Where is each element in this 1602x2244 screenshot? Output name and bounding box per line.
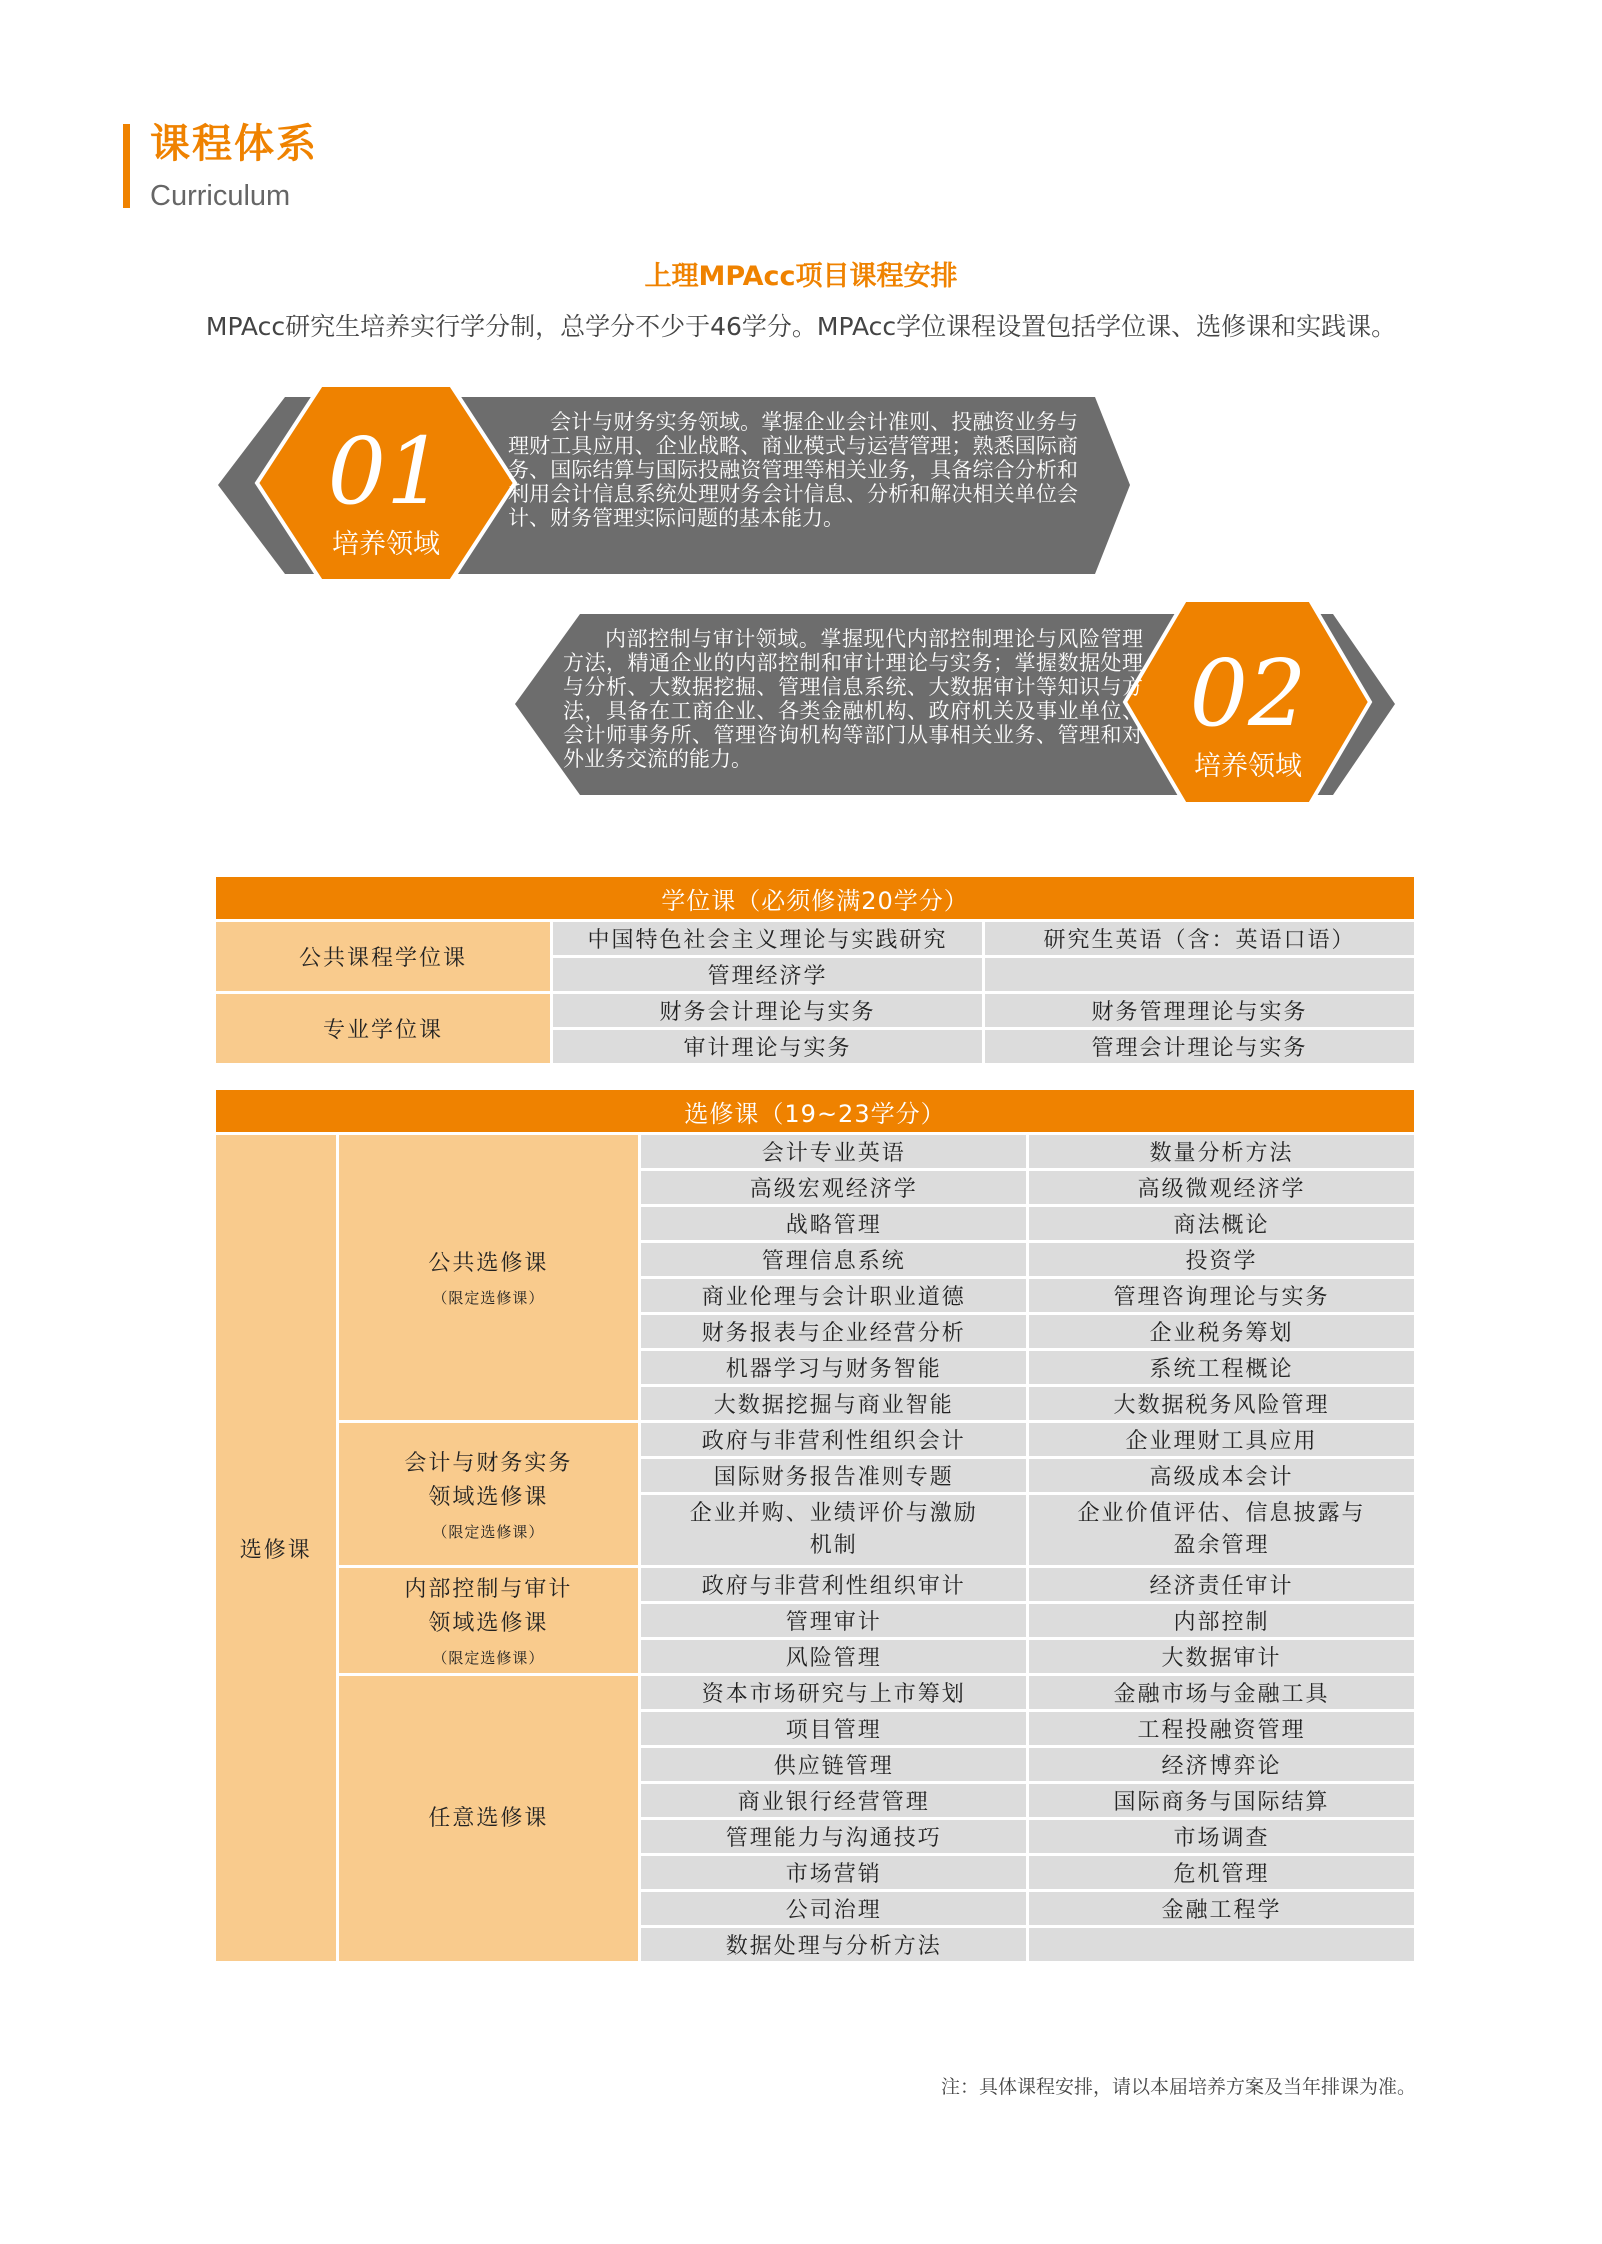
course-cell: 内部控制 — [1029, 1604, 1414, 1637]
course-cell: 商业伦理与会计职业道德 — [641, 1279, 1026, 1312]
degree-section — [216, 877, 1414, 1074]
area-2-label: 培养领域 — [1194, 751, 1302, 782]
course-cell: 市场调查 — [1029, 1820, 1414, 1853]
course-cell: 管理会计理论与实务 — [985, 1030, 1414, 1063]
course-cell: 高级微观经济学 — [1029, 1171, 1414, 1204]
course-cell: 管理经济学 — [553, 958, 982, 991]
course-cell: 政府与非营利性组织会计 — [641, 1423, 1026, 1456]
table-row — [216, 1676, 1414, 1709]
curriculum-table — [213, 874, 1417, 1077]
footnote: 注：具体课程安排，请以本届培养方案及当年排课为准。 — [940, 2076, 1416, 2098]
table-row — [216, 1568, 1414, 1601]
table-row — [216, 1423, 1414, 1456]
course-cell: 投资学 — [1029, 1243, 1414, 1276]
course-cell: 会计专业英语 — [641, 1135, 1026, 1168]
course-cell: 财务会计理论与实务 — [553, 994, 982, 1027]
degree-header: 学位课（必须修满20学分） — [216, 877, 1414, 919]
course-cell: 企业税务筹划 — [1029, 1315, 1414, 1348]
course-cell: 大数据审计 — [1029, 1640, 1414, 1673]
area-1-text: 会计与财务实务领域。掌握企业会计准则、投融资业务与理财工具应用、企业战略、商业模式与运营管理；熟悉国际商务、国际结算与国际投融资管理等相关业务，具备综合分析和利用会计信息系统处理财务会计信息、分析和解决相关单位会计、财务管理实际问题的基本能力。 — [508, 410, 1078, 530]
course-cell: 金融工程学 — [1029, 1892, 1414, 1925]
course-cell: 财务报表与企业经营分析 — [641, 1315, 1026, 1348]
course-cell: 企业价值评估、信息披露与盈余管理 — [1029, 1495, 1414, 1565]
table-row — [216, 922, 1414, 955]
course-cell: 国际财务报告准则专题 — [641, 1459, 1026, 1492]
elective-group-name — [339, 1676, 639, 1961]
course-cell: 管理能力与沟通技巧 — [641, 1820, 1026, 1853]
elective-group-label: 会计与财务实务领域选修课 — [404, 1450, 573, 1510]
course-cell: 危机管理 — [1029, 1856, 1414, 1889]
course-cell: 管理咨询理论与实务 — [1029, 1279, 1414, 1312]
table-row — [216, 994, 1414, 1027]
course-cell: 研究生英语（含：英语口语） — [985, 922, 1414, 955]
elective-group-label: 内部控制与审计领域选修课 — [404, 1577, 573, 1636]
section-subtitle: Curriculum — [150, 180, 291, 212]
area-2-text: 内部控制与审计领域。掌握现代内部控制理论与风险管理方法，精通企业的内部控制和审计理论与实务；掌握数据处理与分析、大数据挖掘、管理信息系统、大数据审计等知识与方法，具备在工商企业、各类金融机构、政府机关及事业单位、会计师事务所、管理咨询机构等部门从事相关业务、管理和对外业务交流的能力。 — [563, 627, 1143, 771]
course-cell: 政府与非营利性组织审计 — [641, 1568, 1026, 1601]
course-cell: 供应链管理 — [641, 1748, 1026, 1781]
course-cell: 工程投融资管理 — [1029, 1712, 1414, 1745]
course-cell: 企业理财工具应用 — [1029, 1423, 1414, 1456]
group-professional-degree: 专业学位课 — [216, 994, 550, 1063]
elective-group-label: 任意选修课 — [428, 1805, 549, 1831]
course-cell: 系统工程概论 — [1029, 1351, 1414, 1384]
course-cell: 经济责任审计 — [1029, 1568, 1414, 1601]
course-cell: 高级宏观经济学 — [641, 1171, 1026, 1204]
program-title: 上理MPAcc项目课程安排 — [644, 261, 958, 292]
section-title: 课程体系 — [150, 121, 318, 167]
course-cell: 项目管理 — [641, 1712, 1026, 1745]
course-cell: 经济博弈论 — [1029, 1748, 1414, 1781]
course-cell: 市场营销 — [641, 1856, 1026, 1889]
course-cell: 大数据税务风险管理 — [1029, 1387, 1414, 1420]
course-cell: 大数据挖掘与商业智能 — [641, 1387, 1026, 1420]
elective-category: 选修课 — [216, 1135, 336, 1961]
course-cell: 管理信息系统 — [641, 1243, 1026, 1276]
elective-table — [213, 1087, 1417, 1964]
course-cell: 风险管理 — [641, 1640, 1026, 1673]
course-cell: 战略管理 — [641, 1207, 1026, 1240]
course-cell: 国际商务与国际结算 — [1029, 1784, 1414, 1817]
course-cell: 机器学习与财务智能 — [641, 1351, 1026, 1384]
table-row — [216, 1135, 1414, 1168]
course-cell: 数量分析方法 — [1029, 1135, 1414, 1168]
elective-group-label: 公共选修课 — [428, 1251, 549, 1276]
area-2-number: 02 — [1189, 640, 1307, 747]
course-cell: 中国特色社会主义理论与实践研究 — [553, 922, 982, 955]
elective-group-name — [339, 1135, 639, 1420]
elective-group-note: （限定选修课） — [432, 1289, 545, 1307]
course-cell: 财务管理理论与实务 — [985, 994, 1414, 1027]
course-cell: 商业银行经营管理 — [641, 1784, 1026, 1817]
elective-group-note: （限定选修课） — [432, 1522, 545, 1541]
area-1-label: 培养领域 — [332, 529, 440, 560]
course-cell: 高级成本会计 — [1029, 1459, 1414, 1492]
course-cell: 数据处理与分析方法 — [641, 1928, 1026, 1961]
section-spacer — [216, 1066, 1414, 1074]
course-cell: 商法概论 — [1029, 1207, 1414, 1240]
elective-header: 选修课（19~23学分） — [216, 1090, 1414, 1132]
area-1-number: 01 — [327, 418, 445, 525]
elective-group-note: （限定选修课） — [432, 1649, 545, 1667]
intro-text: MPAcc研究生培养实行学分制，总学分不少于46学分。MPAcc学位课程设置包括学位课、选修课和实践课。 — [205, 312, 1397, 341]
course-cell: 审计理论与实务 — [553, 1030, 982, 1063]
course-cell: 金融市场与金融工具 — [1029, 1676, 1414, 1709]
course-cell — [1029, 1928, 1414, 1961]
course-cell: 管理审计 — [641, 1604, 1026, 1637]
elective-group-name — [339, 1423, 639, 1565]
course-cell: 公司治理 — [641, 1892, 1026, 1925]
elective-group-name — [339, 1568, 639, 1673]
group-public-degree: 公共课程学位课 — [216, 922, 550, 991]
course-cell: 企业并购、业绩评价与激励机制 — [641, 1495, 1026, 1565]
course-cell: 资本市场研究与上市筹划 — [641, 1676, 1026, 1709]
course-cell — [985, 958, 1414, 991]
